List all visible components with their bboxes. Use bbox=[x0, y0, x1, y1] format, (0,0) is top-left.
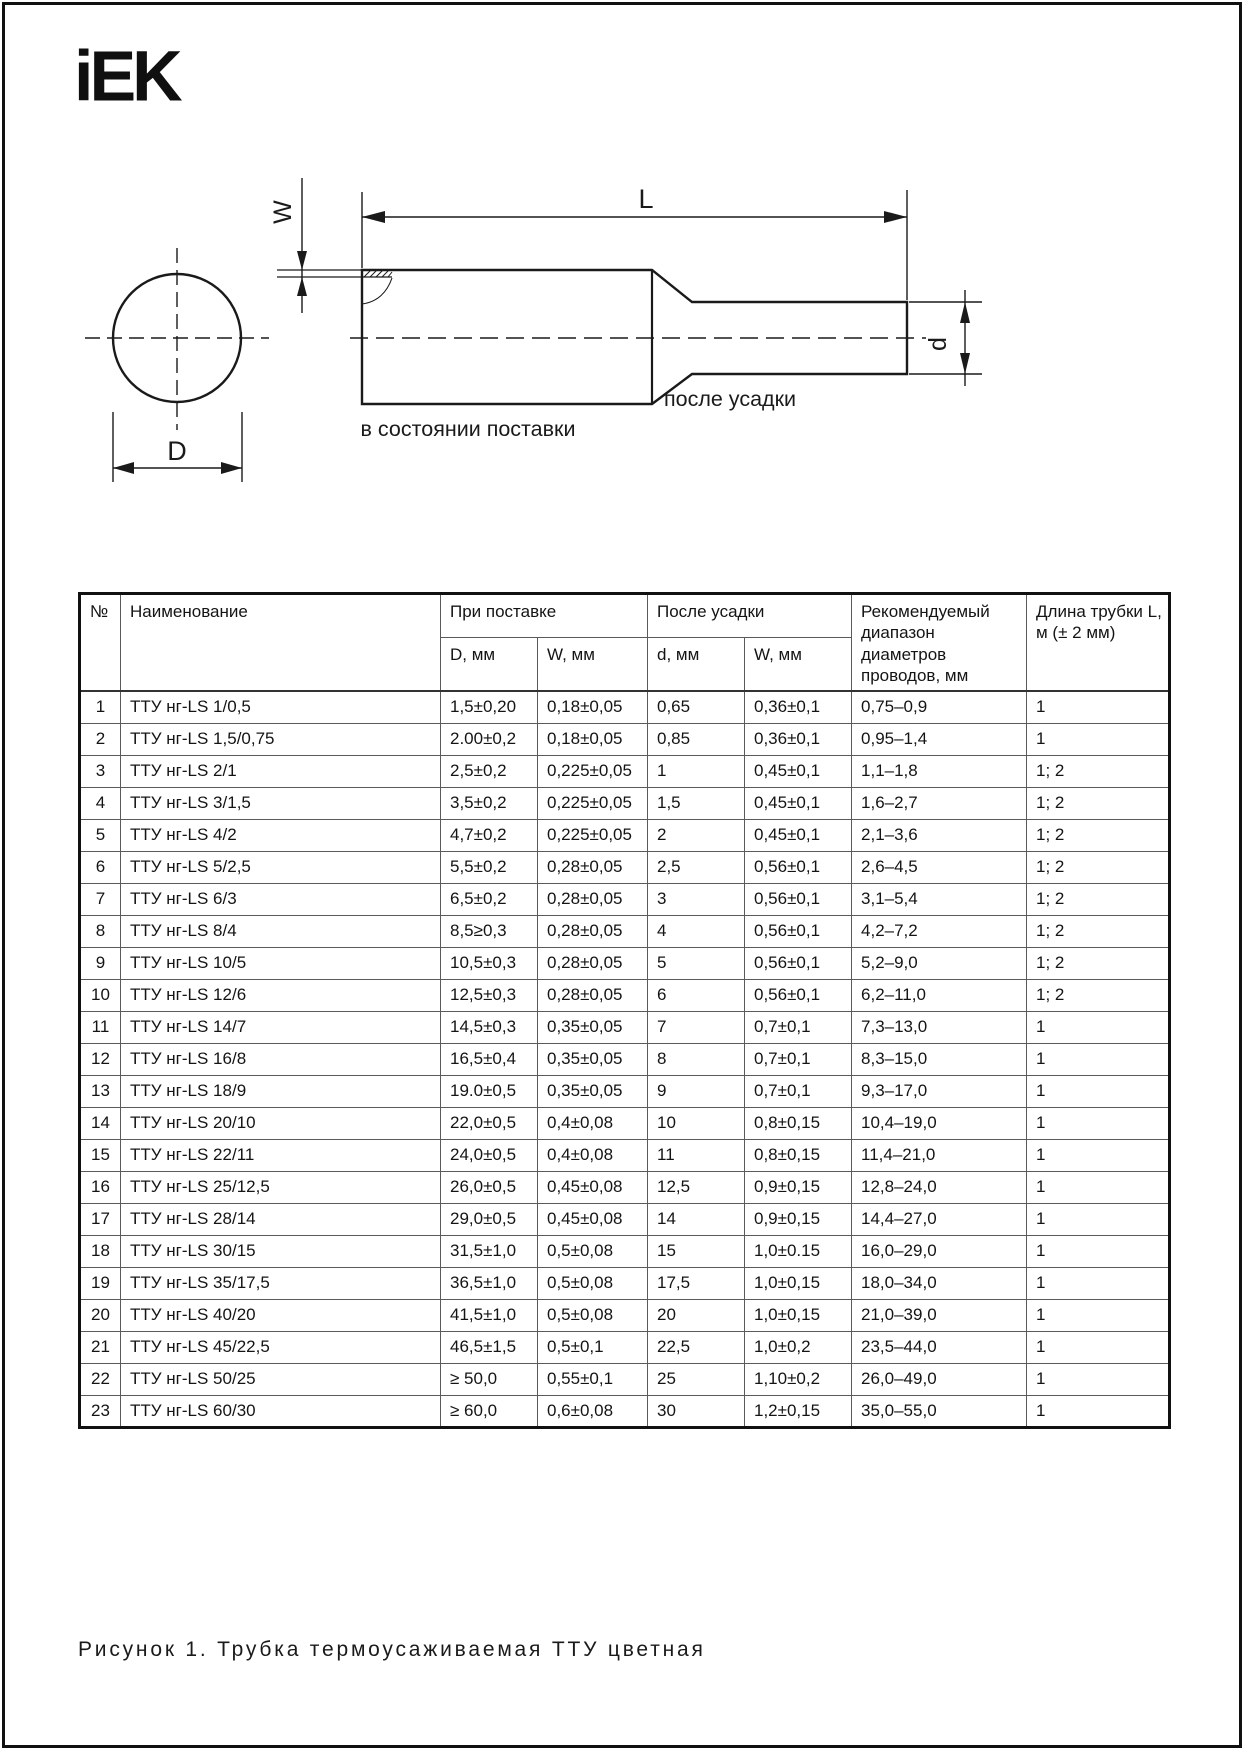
table-cell: 11,4–21,0 bbox=[852, 1139, 1027, 1171]
table-row bbox=[80, 755, 1170, 787]
table-cell: ТТУ нг-LS 18/9 bbox=[121, 1075, 441, 1107]
spec-table bbox=[78, 592, 1171, 1429]
header-after: После усадки bbox=[648, 594, 852, 638]
table-cell: 0,28±0,05 bbox=[538, 915, 648, 947]
table-cell: ≥ 60,0 bbox=[441, 1395, 538, 1427]
table-row bbox=[80, 883, 1170, 915]
table-cell: 0,45±0,1 bbox=[745, 787, 852, 819]
table-cell: 0,225±0,05 bbox=[538, 755, 648, 787]
table-cell: 0,8±0,15 bbox=[745, 1139, 852, 1171]
table-cell: 22 bbox=[80, 1363, 121, 1395]
table-cell: 1 bbox=[648, 755, 745, 787]
table-cell: 1 bbox=[1027, 1171, 1170, 1203]
table-cell: 1 bbox=[1027, 1267, 1170, 1299]
table-row bbox=[80, 1203, 1170, 1235]
table-cell: ТТУ нг-LS 25/12,5 bbox=[121, 1171, 441, 1203]
table-cell: 11 bbox=[80, 1011, 121, 1043]
table-cell: 16,0–29,0 bbox=[852, 1235, 1027, 1267]
table-cell: 0,225±0,05 bbox=[538, 787, 648, 819]
table-cell: 1 bbox=[1027, 1107, 1170, 1139]
subheader-d: d, мм bbox=[648, 638, 745, 691]
table-cell: 0,5±0,08 bbox=[538, 1235, 648, 1267]
table-cell: 2,6–4,5 bbox=[852, 851, 1027, 883]
table-cell: 1,0±0,15 bbox=[745, 1267, 852, 1299]
table-cell: 5 bbox=[80, 819, 121, 851]
table-cell: 0,56±0,1 bbox=[745, 947, 852, 979]
table-cell: 31,5±1,0 bbox=[441, 1235, 538, 1267]
table-cell: 23 bbox=[80, 1395, 121, 1427]
subheader-D: D, мм bbox=[441, 638, 538, 691]
table-cell: 1,0±0,2 bbox=[745, 1331, 852, 1363]
table-row bbox=[80, 1011, 1170, 1043]
table-cell: ТТУ нг-LS 14/7 bbox=[121, 1011, 441, 1043]
table-row bbox=[80, 691, 1170, 723]
table-row bbox=[80, 947, 1170, 979]
table-cell: ТТУ нг-LS 45/22,5 bbox=[121, 1331, 441, 1363]
header-num: № bbox=[80, 594, 121, 692]
table-cell: 0,9±0,15 bbox=[745, 1203, 852, 1235]
table-cell: 1,10±0,2 bbox=[745, 1363, 852, 1395]
table-row bbox=[80, 979, 1170, 1011]
after-shrink-label: после усадки bbox=[663, 387, 797, 411]
table-cell: 17,5 bbox=[648, 1267, 745, 1299]
table-cell: ТТУ нг-LS 35/17,5 bbox=[121, 1267, 441, 1299]
table-cell: 1 bbox=[1027, 1139, 1170, 1171]
table-cell: 0,36±0,1 bbox=[745, 691, 852, 723]
table-cell: ТТУ нг-LS 12/6 bbox=[121, 979, 441, 1011]
table-cell: 0,5±0,08 bbox=[538, 1299, 648, 1331]
supply-state-label: в состоянии поставки bbox=[360, 417, 576, 441]
table-cell: 12,8–24,0 bbox=[852, 1171, 1027, 1203]
table-row bbox=[80, 819, 1170, 851]
table-cell: 13 bbox=[80, 1075, 121, 1107]
table-cell: 6,2–11,0 bbox=[852, 979, 1027, 1011]
table-row bbox=[80, 1299, 1170, 1331]
table-cell: 9 bbox=[80, 947, 121, 979]
table-cell: 26,0–49,0 bbox=[852, 1363, 1027, 1395]
table-cell: ТТУ нг-LS 22/11 bbox=[121, 1139, 441, 1171]
table-row bbox=[80, 1075, 1170, 1107]
table-cell: 1; 2 bbox=[1027, 851, 1170, 883]
table-row bbox=[80, 915, 1170, 947]
table-cell: 0,35±0,05 bbox=[538, 1075, 648, 1107]
table-cell: 1; 2 bbox=[1027, 755, 1170, 787]
table-cell: 15 bbox=[648, 1235, 745, 1267]
table-cell: 1 bbox=[1027, 1331, 1170, 1363]
table-cell: 0,18±0,05 bbox=[538, 723, 648, 755]
table-cell: 0,9±0,15 bbox=[745, 1171, 852, 1203]
table-cell: 1,0±0,15 bbox=[745, 1299, 852, 1331]
table-cell: 4,7±0,2 bbox=[441, 819, 538, 851]
table-cell: 1 bbox=[1027, 1203, 1170, 1235]
table-cell: 4,2–7,2 bbox=[852, 915, 1027, 947]
table-cell: 0,7±0,1 bbox=[745, 1075, 852, 1107]
table-cell: 0,95–1,4 bbox=[852, 723, 1027, 755]
table-cell: 0,28±0,05 bbox=[538, 947, 648, 979]
table-cell: 1,6–2,7 bbox=[852, 787, 1027, 819]
table-cell: 4 bbox=[80, 787, 121, 819]
table-cell: ТТУ нг-LS 40/20 bbox=[121, 1299, 441, 1331]
table-cell: 0,7±0,1 bbox=[745, 1011, 852, 1043]
table-cell: 1 bbox=[1027, 1395, 1170, 1427]
dimension-l-label: L bbox=[638, 184, 654, 214]
table-cell: 14 bbox=[648, 1203, 745, 1235]
table-cell: 1 bbox=[1027, 723, 1170, 755]
table-cell: 21,0–39,0 bbox=[852, 1299, 1027, 1331]
table-cell: 20 bbox=[80, 1299, 121, 1331]
table-cell: ТТУ нг-LS 2/1 bbox=[121, 755, 441, 787]
table-cell: 7 bbox=[648, 1011, 745, 1043]
table-cell: 0,28±0,05 bbox=[538, 883, 648, 915]
table-cell: 19 bbox=[80, 1267, 121, 1299]
table-cell: 10,5±0,3 bbox=[441, 947, 538, 979]
table-row bbox=[80, 1171, 1170, 1203]
table-cell: 1,5 bbox=[648, 787, 745, 819]
header-supply: При поставке bbox=[441, 594, 648, 638]
table-cell: 1 bbox=[1027, 1075, 1170, 1107]
table-cell: 16 bbox=[80, 1171, 121, 1203]
table-cell: 22,0±0,5 bbox=[441, 1107, 538, 1139]
table-cell: 14,4–27,0 bbox=[852, 1203, 1027, 1235]
table-cell: 3,5±0,2 bbox=[441, 787, 538, 819]
table-cell: 0,45±0,1 bbox=[745, 755, 852, 787]
tube-supply-outline bbox=[362, 270, 907, 404]
table-cell: ТТУ нг-LS 16/8 bbox=[121, 1043, 441, 1075]
table-cell: ТТУ нг-LS 8/4 bbox=[121, 915, 441, 947]
table-cell: 2,5±0,2 bbox=[441, 755, 538, 787]
table-cell: 1 bbox=[80, 691, 121, 723]
table-cell: 3,1–5,4 bbox=[852, 883, 1027, 915]
table-cell: 0,28±0,05 bbox=[538, 979, 648, 1011]
table-cell: ТТУ нг-LS 5/2,5 bbox=[121, 851, 441, 883]
table-cell: 6,5±0,2 bbox=[441, 883, 538, 915]
table-cell: 0,5±0,08 bbox=[538, 1267, 648, 1299]
table-cell: 0,45±0,08 bbox=[538, 1203, 648, 1235]
table-cell: 18,0–34,0 bbox=[852, 1267, 1027, 1299]
table-row bbox=[80, 1331, 1170, 1363]
table-cell: 2 bbox=[80, 723, 121, 755]
table-cell: 7 bbox=[80, 883, 121, 915]
table-cell: 1; 2 bbox=[1027, 787, 1170, 819]
table-cell: 20 bbox=[648, 1299, 745, 1331]
table-cell: 0,7±0,1 bbox=[745, 1043, 852, 1075]
table-cell: 1 bbox=[1027, 691, 1170, 723]
table-cell: 1 bbox=[1027, 1043, 1170, 1075]
header-range: Рекомендуемый диапазон диаметров проводов, мм bbox=[852, 594, 1027, 692]
table-cell: 10,4–19,0 bbox=[852, 1107, 1027, 1139]
table-cell: 9,3–17,0 bbox=[852, 1075, 1027, 1107]
table-cell: ТТУ нг-LS 3/1,5 bbox=[121, 787, 441, 819]
table-cell: 8,5≥0,3 bbox=[441, 915, 538, 947]
table-cell: 2.00±0,2 bbox=[441, 723, 538, 755]
table-cell: 35,0–55,0 bbox=[852, 1395, 1027, 1427]
table-row bbox=[80, 1267, 1170, 1299]
table-cell: 0,56±0,1 bbox=[745, 979, 852, 1011]
table-cell: 18 bbox=[80, 1235, 121, 1267]
table-cell: 0,18±0,05 bbox=[538, 691, 648, 723]
header-length: Длина трубки L, м (± 2 мм) bbox=[1027, 594, 1170, 692]
table-cell: 8 bbox=[648, 1043, 745, 1075]
table-cell: 1 bbox=[1027, 1363, 1170, 1395]
table-cell: 0,6±0,08 bbox=[538, 1395, 648, 1427]
table-cell: ТТУ нг-LS 6/3 bbox=[121, 883, 441, 915]
table-cell: 15 bbox=[80, 1139, 121, 1171]
table-cell: 0,36±0,1 bbox=[745, 723, 852, 755]
table-cell: ТТУ нг-LS 1,5/0,75 bbox=[121, 723, 441, 755]
table-cell: 0,35±0,05 bbox=[538, 1043, 648, 1075]
table-cell: 5,5±0,2 bbox=[441, 851, 538, 883]
table-cell: 1; 2 bbox=[1027, 979, 1170, 1011]
table-cell: 24,0±0,5 bbox=[441, 1139, 538, 1171]
table-cell: 29,0±0,5 bbox=[441, 1203, 538, 1235]
table-cell: 6 bbox=[80, 851, 121, 883]
table-cell: ТТУ нг-LS 4/2 bbox=[121, 819, 441, 851]
iek-logo: iEK bbox=[74, 36, 179, 116]
table-cell: 0,65 bbox=[648, 691, 745, 723]
table-cell: 2,5 bbox=[648, 851, 745, 883]
table-row bbox=[80, 1107, 1170, 1139]
table-cell: ТТУ нг-LS 10/5 bbox=[121, 947, 441, 979]
table-cell: 0,45±0,08 bbox=[538, 1171, 648, 1203]
table-row bbox=[80, 723, 1170, 755]
table-cell: ТТУ нг-LS 60/30 bbox=[121, 1395, 441, 1427]
table-cell: 0,5±0,1 bbox=[538, 1331, 648, 1363]
table-cell: 14,5±0,3 bbox=[441, 1011, 538, 1043]
table-cell: 21 bbox=[80, 1331, 121, 1363]
table-row bbox=[80, 1395, 1170, 1427]
table-cell: 8 bbox=[80, 915, 121, 947]
table-cell: 1; 2 bbox=[1027, 819, 1170, 851]
table-row bbox=[80, 1139, 1170, 1171]
table-cell: ТТУ нг-LS 30/15 bbox=[121, 1235, 441, 1267]
table-cell: 0,45±0,1 bbox=[745, 819, 852, 851]
table-cell: 1; 2 bbox=[1027, 947, 1170, 979]
table-cell: 25 bbox=[648, 1363, 745, 1395]
table-cell: 6 bbox=[648, 979, 745, 1011]
table-row bbox=[80, 787, 1170, 819]
table-cell: 36,5±1,0 bbox=[441, 1267, 538, 1299]
table-cell: 41,5±1,0 bbox=[441, 1299, 538, 1331]
table-row bbox=[80, 851, 1170, 883]
table-cell: 8,3–15,0 bbox=[852, 1043, 1027, 1075]
table-cell: 0,75–0,9 bbox=[852, 691, 1027, 723]
table-cell: 7,3–13,0 bbox=[852, 1011, 1027, 1043]
header-name: Наименование bbox=[121, 594, 441, 692]
table-cell: 17 bbox=[80, 1203, 121, 1235]
table-cell: 46,5±1,5 bbox=[441, 1331, 538, 1363]
table-cell: 30 bbox=[648, 1395, 745, 1427]
table-cell: 10 bbox=[80, 979, 121, 1011]
table-cell: 12,5 bbox=[648, 1171, 745, 1203]
dimension-d-big-label: D bbox=[167, 436, 187, 466]
table-cell: 1; 2 bbox=[1027, 883, 1170, 915]
table-cell: 0,55±0,1 bbox=[538, 1363, 648, 1395]
table-row bbox=[80, 1363, 1170, 1395]
table-cell: 1,0±0.15 bbox=[745, 1235, 852, 1267]
table-cell: 1; 2 bbox=[1027, 915, 1170, 947]
table-cell: 0,225±0,05 bbox=[538, 819, 648, 851]
table-cell: 3 bbox=[80, 755, 121, 787]
table-cell: ТТУ нг-LS 20/10 bbox=[121, 1107, 441, 1139]
table-cell: ≥ 50,0 bbox=[441, 1363, 538, 1395]
table-cell: 0,35±0,05 bbox=[538, 1011, 648, 1043]
table-cell: 0,4±0,08 bbox=[538, 1139, 648, 1171]
tube-diagram bbox=[70, 160, 990, 495]
dimension-d-small-label: d bbox=[924, 337, 952, 351]
figure-caption: Рисунок 1. Трубка термоусаживаемая ТТУ цветная bbox=[78, 1638, 706, 1661]
table-cell: 23,5–44,0 bbox=[852, 1331, 1027, 1363]
table-cell: 12,5±0,3 bbox=[441, 979, 538, 1011]
table-cell: 0,85 bbox=[648, 723, 745, 755]
subheader-W-supply: W, мм bbox=[538, 638, 648, 691]
subheader-W-after: W, мм bbox=[745, 638, 852, 691]
table-cell: 0,56±0,1 bbox=[745, 851, 852, 883]
table-cell: 10 bbox=[648, 1107, 745, 1139]
table-cell: ТТУ нг-LS 1/0,5 bbox=[121, 691, 441, 723]
table-cell: 3 bbox=[648, 883, 745, 915]
table-cell: 0,4±0,08 bbox=[538, 1107, 648, 1139]
table-cell: 1,2±0,15 bbox=[745, 1395, 852, 1427]
table-cell: ТТУ нг-LS 28/14 bbox=[121, 1203, 441, 1235]
table-cell: 11 bbox=[648, 1139, 745, 1171]
table-cell: 1,5±0,20 bbox=[441, 691, 538, 723]
table-cell: 9 bbox=[648, 1075, 745, 1107]
table-cell: 5,2–9,0 bbox=[852, 947, 1027, 979]
table-row bbox=[80, 1235, 1170, 1267]
table-cell: 1 bbox=[1027, 1299, 1170, 1331]
table-cell: 1 bbox=[1027, 1011, 1170, 1043]
table-cell: 22,5 bbox=[648, 1331, 745, 1363]
table-cell: 0,56±0,1 bbox=[745, 883, 852, 915]
table-cell: 0,56±0,1 bbox=[745, 915, 852, 947]
dimension-w-label: W bbox=[269, 200, 297, 224]
table-cell: 1,1–1,8 bbox=[852, 755, 1027, 787]
table-row bbox=[80, 1043, 1170, 1075]
table-cell: 26,0±0,5 bbox=[441, 1171, 538, 1203]
table-cell: 14 bbox=[80, 1107, 121, 1139]
table-cell: 0,28±0,05 bbox=[538, 851, 648, 883]
table-cell: 5 bbox=[648, 947, 745, 979]
table-cell: 16,5±0,4 bbox=[441, 1043, 538, 1075]
table-cell: ТТУ нг-LS 50/25 bbox=[121, 1363, 441, 1395]
table-cell: 2,1–3,6 bbox=[852, 819, 1027, 851]
table-cell: 12 bbox=[80, 1043, 121, 1075]
table-cell: 2 bbox=[648, 819, 745, 851]
table-cell: 4 bbox=[648, 915, 745, 947]
table-cell: 1 bbox=[1027, 1235, 1170, 1267]
table-cell: 19.0±0,5 bbox=[441, 1075, 538, 1107]
table-cell: 0,8±0,15 bbox=[745, 1107, 852, 1139]
spec-table-body bbox=[80, 691, 1170, 1427]
